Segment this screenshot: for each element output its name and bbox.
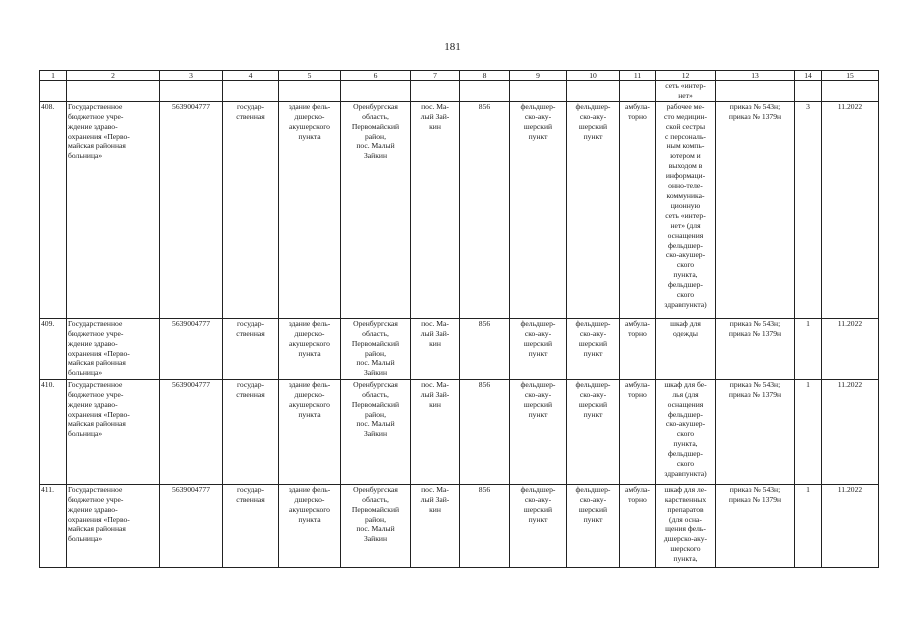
column-number: 2 <box>67 71 160 81</box>
locality-cell: пос. Ма- лый Зай- кин <box>411 484 460 567</box>
row-number-cell: 410. <box>40 379 67 484</box>
ownership-form-cell: государ- ственная <box>223 318 279 379</box>
column-number: 3 <box>160 71 223 81</box>
building-cell: здание фель- дшерско- акушерского пункта <box>279 101 341 318</box>
ownership-form-cell: государ- ственная <box>223 101 279 318</box>
column-number: 9 <box>510 71 567 81</box>
equipment-cell: шкаф для ле- карственных препаратов (для осна- щения фель- дшерско-аку- шерского пункта, <box>656 484 716 567</box>
inn-cell: 5639004777 <box>160 379 223 484</box>
column-number: 8 <box>460 71 510 81</box>
date-cell: 11.2022 <box>822 379 879 484</box>
locality-cell: пос. Ма- лый Зай- кин <box>411 379 460 484</box>
row-number-cell: 411. <box>40 484 67 567</box>
continuation-equipment: сеть «интер- нет» <box>656 81 716 102</box>
locality-cell: пос. Ма- лый Зай- кин <box>411 101 460 318</box>
order-cell: приказ № 543н; приказ № 1379н <box>716 379 795 484</box>
care-form-cell: амбула- торно <box>620 101 656 318</box>
date-cell: 11.2022 <box>822 318 879 379</box>
unit-type-2-cell: фельдшер- ско-аку- шерский пункт <box>567 484 620 567</box>
column-number: 4 <box>223 71 279 81</box>
order-cell: приказ № 543н; приказ № 1379н <box>716 101 795 318</box>
column-number: 14 <box>795 71 822 81</box>
building-cell: здание фель- дшерско- акушерского пункта <box>279 379 341 484</box>
organization-name-cell: Государственное бюджетное учре- ждение здраво- охранения «Перво- майская районная больница» <box>67 484 160 567</box>
inn-cell: 5639004777 <box>160 318 223 379</box>
equipment-cell: шкаф для одежды <box>656 318 716 379</box>
column-numbers-row <box>40 71 879 81</box>
code-cell: 856 <box>460 484 510 567</box>
equipment-cell: рабочее ме- сто медицин- ской сестры с персональ- ным компь- ютером и выходом в информаци- онно-теле- коммуника- ционную сеть «интер- нет» (для оснащения фельдшер- ско-акушер- ского пункта, фельдшер- ского здравпункта) <box>656 101 716 318</box>
order-cell: приказ № 543н; приказ № 1379н <box>716 484 795 567</box>
column-number: 13 <box>716 71 795 81</box>
equipment-cell: шкаф для бе- лья (для оснащения фельдшер- ско-акушер- ского пункта, фельдшер- ского здравпункта) <box>656 379 716 484</box>
column-number: 11 <box>620 71 656 81</box>
column-number: 1 <box>40 71 67 81</box>
column-number: 7 <box>411 71 460 81</box>
table-row <box>40 484 879 567</box>
continuation-row <box>40 81 879 102</box>
table-row <box>40 318 879 379</box>
code-cell: 856 <box>460 101 510 318</box>
ownership-form-cell: государ- ственная <box>223 484 279 567</box>
care-form-cell: амбула- торно <box>620 318 656 379</box>
column-number: 15 <box>822 71 879 81</box>
ownership-form-cell: государ- ственная <box>223 379 279 484</box>
unit-type-cell: фельдшер- ско-аку- шерский пункт <box>510 318 567 379</box>
care-form-cell: амбула- торно <box>620 379 656 484</box>
address-cell: Оренбургская область, Первомайский район, пос. Малый Зайкин <box>341 101 411 318</box>
unit-type-2-cell: фельдшер- ско-аку- шерский пункт <box>567 379 620 484</box>
date-cell: 11.2022 <box>822 101 879 318</box>
page-number: 181 <box>444 41 461 53</box>
address-cell: Оренбургская область, Первомайский район, пос. Малый Зайкин <box>341 318 411 379</box>
quantity-cell: 1 <box>795 484 822 567</box>
code-cell: 856 <box>460 318 510 379</box>
building-cell: здание фель- дшерско- акушерского пункта <box>279 318 341 379</box>
unit-type-cell: фельдшер- ско-аку- шерский пункт <box>510 379 567 484</box>
unit-type-2-cell: фельдшер- ско-аку- шерский пункт <box>567 318 620 379</box>
unit-type-cell: фельдшер- ско-аку- шерский пункт <box>510 101 567 318</box>
unit-type-2-cell: фельдшер- ско-аку- шерский пункт <box>567 101 620 318</box>
column-number: 10 <box>567 71 620 81</box>
column-number: 12 <box>656 71 716 81</box>
quantity-cell: 1 <box>795 379 822 484</box>
column-number: 6 <box>341 71 411 81</box>
order-cell: приказ № 543н; приказ № 1379н <box>716 318 795 379</box>
care-form-cell: амбула- торно <box>620 484 656 567</box>
inn-cell: 5639004777 <box>160 484 223 567</box>
address-cell: Оренбургская область, Первомайский район, пос. Малый Зайкин <box>341 484 411 567</box>
row-number-cell: 408. <box>40 101 67 318</box>
quantity-cell: 1 <box>795 318 822 379</box>
table-row <box>40 101 879 318</box>
building-cell: здание фель- дшерско- акушерского пункта <box>279 484 341 567</box>
organization-name-cell: Государственное бюджетное учре- ждение здраво- охранения «Перво- майская районная больница» <box>67 101 160 318</box>
code-cell: 856 <box>460 379 510 484</box>
inn-cell: 5639004777 <box>160 101 223 318</box>
organization-name-cell: Государственное бюджетное учре- ждение здраво- охранения «Перво- майская районная больница» <box>67 379 160 484</box>
quantity-cell: 3 <box>795 101 822 318</box>
address-cell: Оренбургская область, Первомайский район, пос. Малый Зайкин <box>341 379 411 484</box>
organization-name-cell: Государственное бюджетное учре- ждение здраво- охранения «Перво- майская районная больница» <box>67 318 160 379</box>
date-cell: 11.2022 <box>822 484 879 567</box>
equipment-table <box>39 70 879 568</box>
unit-type-cell: фельдшер- ско-аку- шерский пункт <box>510 484 567 567</box>
locality-cell: пос. Ма- лый Зай- кин <box>411 318 460 379</box>
column-number: 5 <box>279 71 341 81</box>
row-number-cell: 409. <box>40 318 67 379</box>
table-row <box>40 379 879 484</box>
